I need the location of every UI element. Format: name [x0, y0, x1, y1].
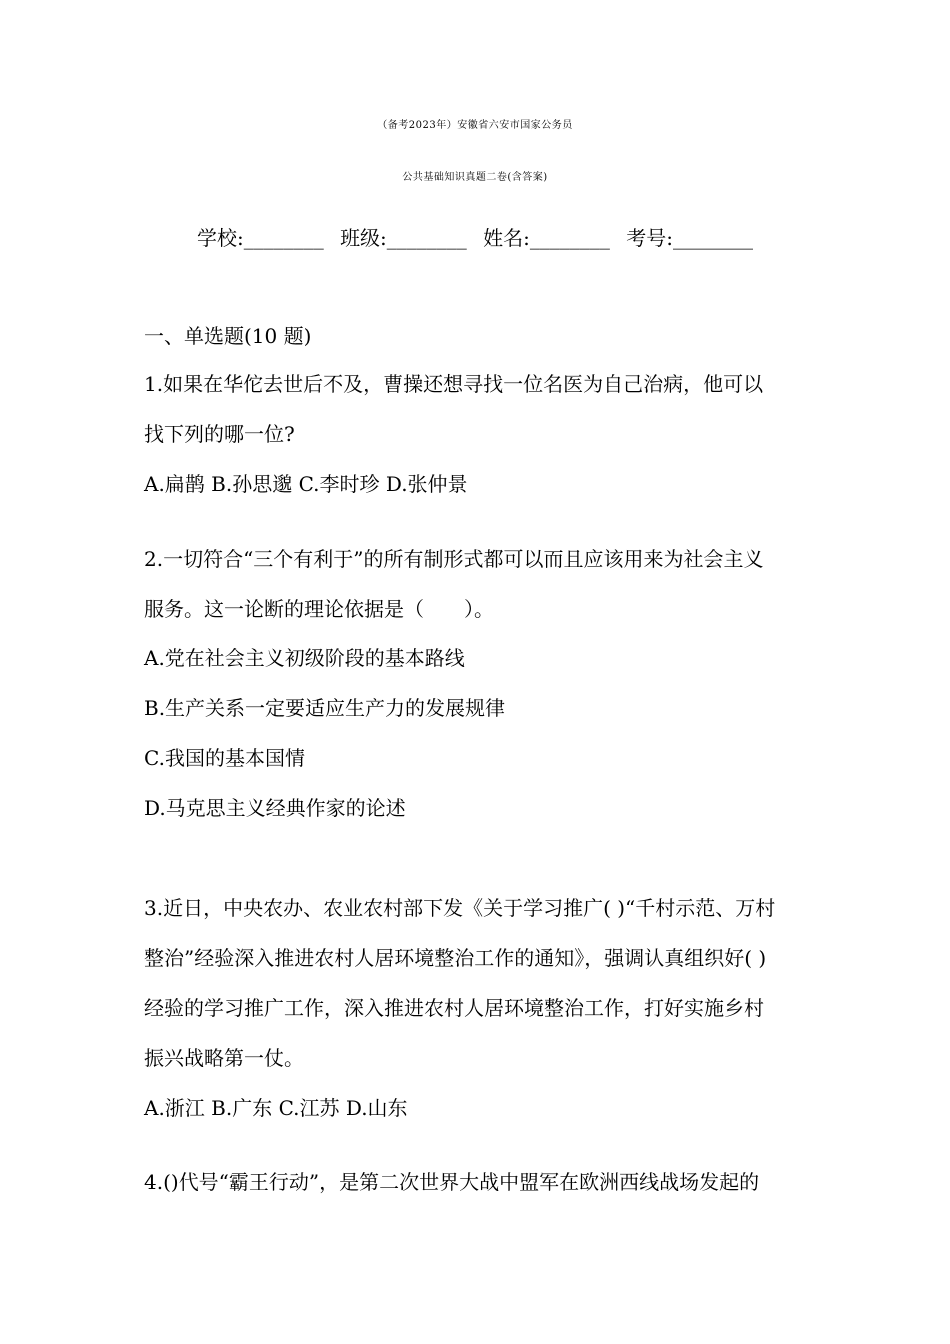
- question-1-line-1: 1.如果在华佗去世后不及，曹操还想寻找一位名医为自己治病，他可以: [144, 372, 764, 396]
- class-field: 班级:________: [340, 226, 467, 250]
- school-field: 学校:________: [196, 226, 324, 250]
- question-2-line-1: 2.一切符合“三个有利于”的所有制形式都可以而且应该用来为社会主义: [144, 547, 764, 571]
- question-3-line-1: 3.近日，中央农办、农业农村部下发《关于学习推广( )“千村示范、万村: [144, 896, 776, 920]
- name-field: 姓名:________: [483, 226, 610, 250]
- question-2-option-d: D.马克思主义经典作家的论述: [144, 796, 406, 820]
- student-info-line: [0, 225, 950, 251]
- section-heading: 一、单选题(10 题): [144, 324, 312, 348]
- question-2-line-2: 服务。这一论断的理论依据是（ ）。: [144, 597, 494, 621]
- document-title-line-1: （备考2023年）安徽省六安市国家公务员: [377, 120, 573, 131]
- question-1-line-2: 找下列的哪一位?: [144, 422, 295, 446]
- question-3-options: A.浙江 B.广东 C.江苏 D.山东: [144, 1096, 408, 1120]
- question-2-option-c: C.我国的基本国情: [144, 746, 305, 770]
- question-1-options: A.扁鹊 B.孙思邈 C.李时珍 D.张仲景: [144, 472, 468, 496]
- question-3-line-4: 振兴战略第一仗。: [144, 1046, 304, 1070]
- document-title-line-2: 公共基础知识真题二卷(含答案): [402, 172, 548, 183]
- question-4-line-1: 4.()代号“霸王行动”，是第二次世界大战中盟军在欧洲西线战场发起的: [144, 1170, 760, 1194]
- exam-number-field: 考号:________: [626, 226, 754, 250]
- question-2-option-b: B.生产关系一定要适应生产力的发展规律: [144, 696, 506, 720]
- question-3-line-3: 经验的学习推广工作，深入推进农村人居环境整治工作，打好实施乡村: [144, 996, 764, 1020]
- question-2-option-a: A.党在社会主义初级阶段的基本路线: [144, 646, 465, 670]
- question-3-line-2: 整治”经验深入推进农村人居环境整治工作的通知》，强调认真组织好( ): [144, 946, 767, 970]
